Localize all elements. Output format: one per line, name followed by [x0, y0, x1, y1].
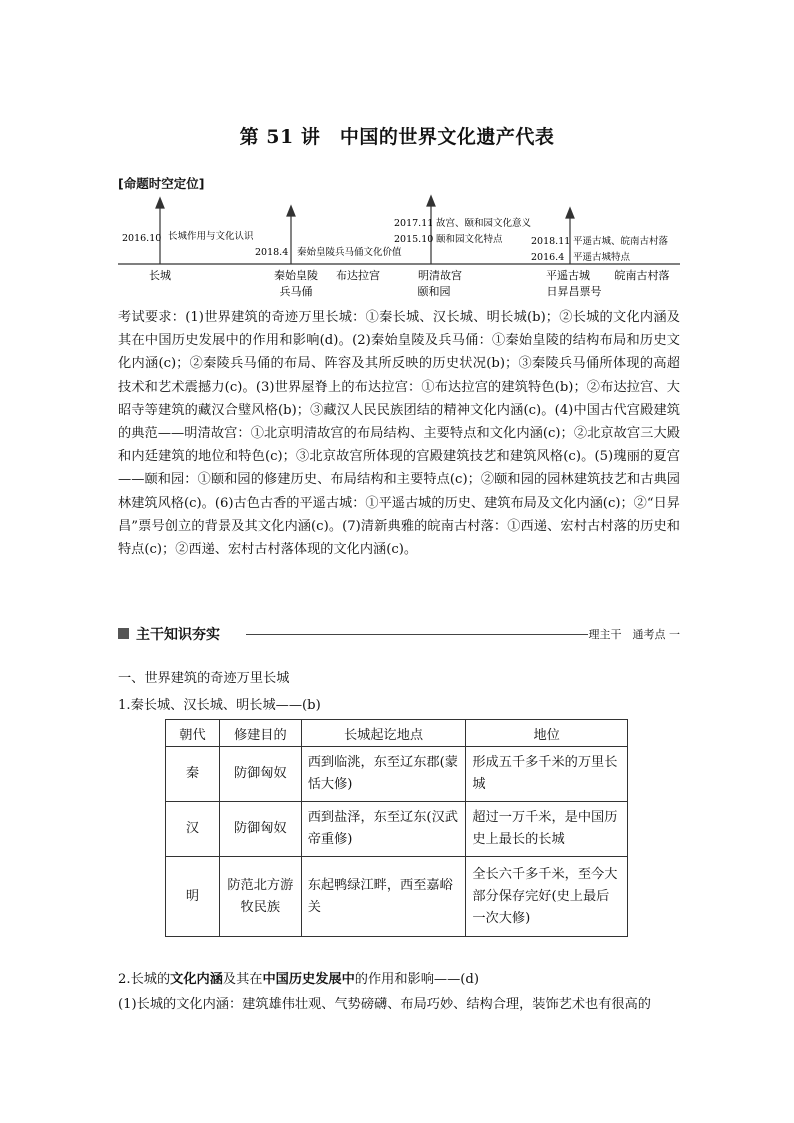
table-cell: 秦: [166, 747, 220, 802]
table-cell: 西到临洮，东至辽东郡(蒙恬大修): [301, 747, 466, 802]
timeline-note: 平遥古城、皖南古村落: [573, 236, 669, 247]
section-bar: [118, 624, 680, 644]
timeline-label: 长城: [149, 269, 171, 282]
timeline-label: 明清故宫: [418, 269, 462, 282]
timeline-label: 日昇昌票号: [546, 285, 602, 298]
timeline-note: 故宫、颐和园文化意义: [436, 218, 532, 229]
square-icon: [118, 628, 129, 639]
table-cell: 全长六千多千米，至今大部分保存完好(史上最后一次大修): [466, 857, 628, 937]
timeline-label: 秦始皇陵: [274, 269, 318, 282]
timeline-date: 2018.4: [255, 247, 289, 258]
section-tag: [命题时空定位]: [118, 176, 205, 191]
timeline: [0, 190, 794, 300]
timeline-arrowhead: [287, 206, 295, 216]
table-header: 朝代: [166, 720, 220, 747]
requirements-label: 考试要求：: [118, 310, 186, 325]
table-cell: 防御匈奴: [219, 747, 301, 802]
heading-1: 一、世界建筑的奇迹万里长城: [118, 671, 290, 686]
section-subtitle: 理主干 通考点 一: [588, 628, 680, 641]
table-cell: 形成五千多千米的万里长城: [466, 747, 628, 802]
table-header: 修建目的: [219, 720, 301, 747]
table-cell: 汉: [166, 802, 220, 857]
heading-3-part: 及其在: [222, 972, 263, 987]
timeline-date: 2018.11: [531, 236, 571, 247]
table-cell: 西到盐泽，东至辽东(汉武帝重修): [301, 802, 466, 857]
timeline-label: 平遥古城: [546, 269, 590, 282]
table-row: [166, 857, 628, 937]
exam-requirements: [118, 306, 680, 561]
timeline-note: 秦始皇陵兵马俑文化价值: [297, 247, 402, 258]
timeline-note: 平遥古城特点: [573, 252, 631, 263]
section-heading: 主干知识夯实: [136, 627, 220, 643]
heading-3: [118, 968, 479, 987]
requirements-text: (1)世界建筑的奇迹万里长城：①秦长城、汉长城、明长城(b)；②长城的文化内涵及其在中国历史发展中的作用和影响(d)。(2)秦始皇陵及兵马俑：①秦始皇陵的结构布局和历史文化内涵(c)；②秦陵兵马俑的布局、阵容及其所反映的历史状况(b)；③秦陵兵马俑所体现的高超技术和艺术震撼力(c)。(3)世界屋脊上的布达拉宫：①布达拉宫的建筑特色(b)；②布达拉宫、大昭寺等建筑的藏汉合璧风格(b)；③藏汉人民民族团结的精神文化内涵(c)。(4)中国古代宫殿建筑的典范——明清故宫：①北京明清故宫的布局结构、主要特点和文化内涵(c)；②北京故宫三大殿和内廷建筑的地位和特色(c)；③北京故宫所体现的宫殿建筑技艺和建筑风格(c)。(5)瑰丽的夏宫——颐和园：①颐和园的修建历史、布局结构和主要特点(c)；②颐和园的园林建筑技艺和古典园林建筑风格(c)。(6)古色古香的平遥古城：①平遥古城的历史、建筑布局及文化内涵(c)；②“日昇昌”票号创立的背景及其文化内涵(c)。(7)清新典雅的皖南古村落：①西递、宏村古村落的历史和特点(c)；②西递、宏村古村落体现的文化内涵(c)。: [118, 310, 680, 558]
table-cell: 明: [166, 857, 220, 937]
heading-3-part: 的作用和影响——(d): [354, 972, 480, 987]
divider: [246, 634, 588, 635]
timeline-label: 布达拉宫: [336, 269, 380, 282]
heading-2: 1.秦长城、汉长城、明长城——(b): [118, 698, 321, 713]
timeline-arrowhead: [427, 196, 435, 206]
timeline-date: 2017.11: [394, 218, 434, 229]
table-header-row: [166, 720, 628, 747]
timeline-label: 皖南古村落: [614, 269, 670, 282]
timeline-arrowhead: [156, 198, 164, 208]
table-cell: 防御匈奴: [219, 802, 301, 857]
table-row: [166, 802, 628, 857]
table-cell: 东起鸭绿江畔，西至嘉峪关: [301, 857, 466, 937]
timeline-date: 2015.10: [394, 234, 434, 245]
timeline-label: 兵马俑: [279, 285, 313, 298]
table-cell: 防范北方游牧民族: [219, 857, 301, 937]
timeline-note: 颐和园文化特点: [436, 234, 503, 245]
timeline-date: 2016.10: [122, 233, 162, 244]
timeline-arrowhead: [566, 208, 574, 218]
heading-3-part: 2.长城的: [118, 972, 171, 987]
table-row: [166, 747, 628, 802]
table-cell: 超过一万千米，是中国历史上最长的长城: [466, 802, 628, 857]
page-title: 第 51 讲 中国的世界文化遗产代表: [239, 126, 555, 148]
heading-3-keyword: 中国历史发展中: [262, 972, 355, 987]
timeline-date: 2016.4: [531, 252, 565, 263]
heading-3-keyword: 文化内涵: [170, 972, 223, 987]
paragraph: (1)长城的文化内涵：建筑雄伟壮观、气势磅礴、布局巧妙、结构合理，装饰艺术也有很高的: [118, 997, 651, 1012]
table-header: 长城起讫地点: [301, 720, 466, 747]
timeline-label: 颐和园: [417, 285, 451, 298]
great-wall-table: [165, 719, 628, 937]
timeline-note: 长城作用与文化认识: [168, 231, 254, 242]
table-header: 地位: [466, 720, 628, 747]
